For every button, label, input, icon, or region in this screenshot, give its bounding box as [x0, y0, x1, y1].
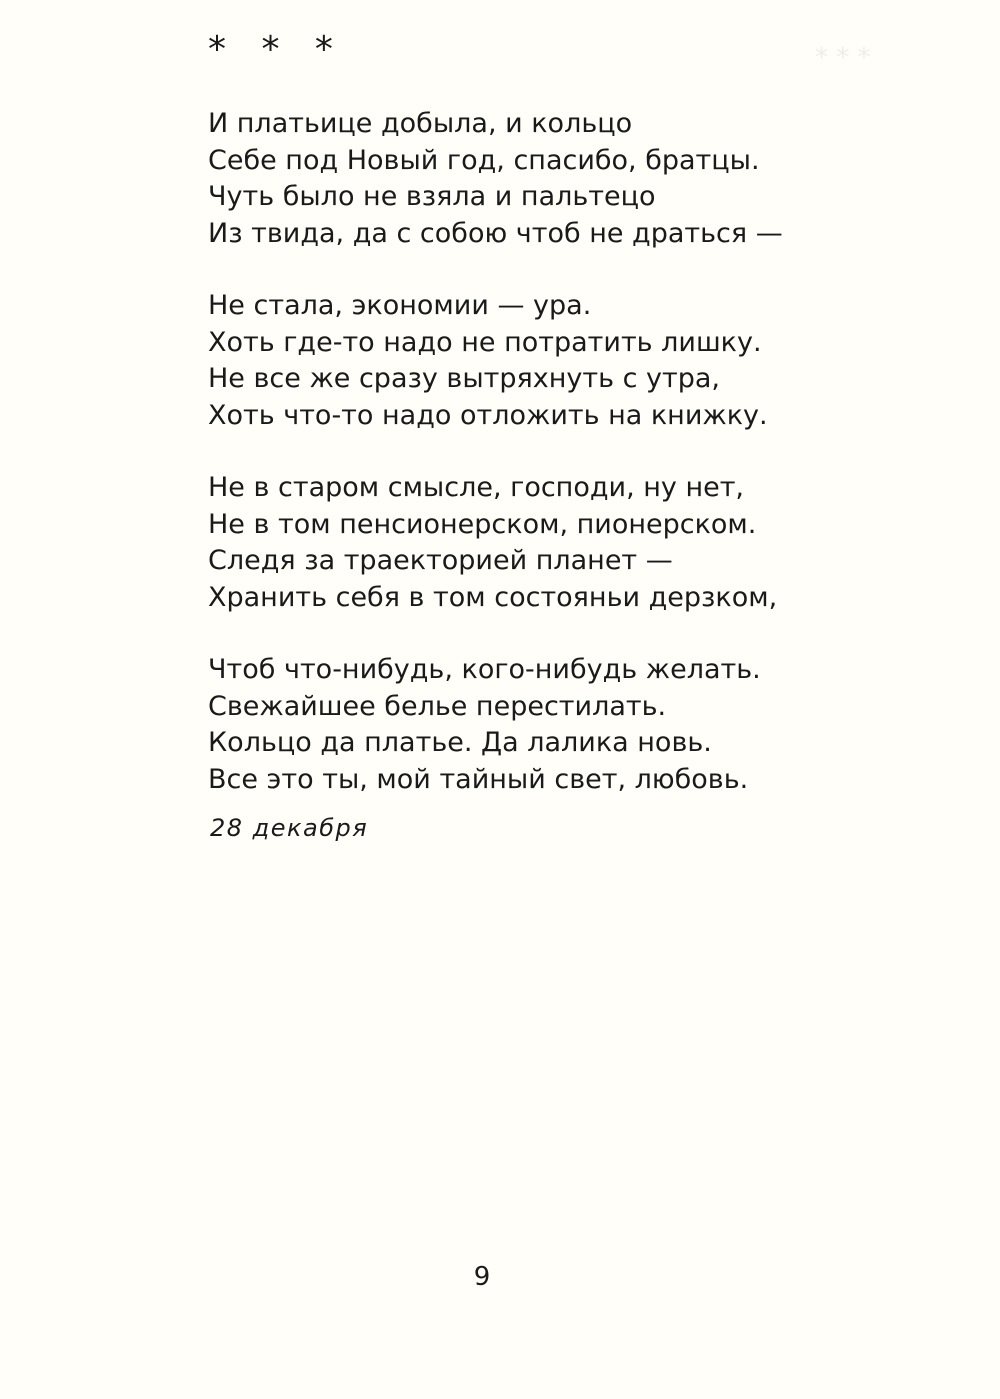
poem-line: Не в старом смысле, господи, ну нет, [208, 472, 745, 503]
stanza-3 [208, 470, 798, 616]
poem-line: И платьице добыла, и кольцо [208, 108, 633, 139]
poem-line: Хранить себя в том состояньи дерзком, [208, 581, 778, 613]
poem-line: Хоть что-то надо отложить на книжку. [208, 399, 768, 431]
poem-line: Себе под Новый год, спасибо, братцы. [208, 144, 760, 176]
bleed-through-text: * * * [815, 43, 871, 73]
poem [208, 106, 798, 834]
poem-line: Не в том пенсионерском, пионерском. [208, 508, 757, 540]
poem-line: Не все же сразу вытряхнуть с утра, [208, 363, 720, 394]
stanza-4 [208, 652, 798, 798]
poem-line: Из твида, да с собою чтоб не драться — [208, 217, 783, 249]
poem-date: 28 декабря [210, 814, 369, 842]
poem-line: Не стала, экономии — ура. [208, 290, 592, 321]
stanza-1 [208, 106, 798, 252]
poem-line: Свежайшее белье перестилать. [208, 690, 667, 722]
poem-line: Следя за траекторией планет — [208, 545, 673, 576]
poem-line: Все это ты, мой тайный свет, любовь. [208, 763, 749, 795]
poem-line: Чтоб что-нибудь, кого-нибудь желать. [208, 654, 761, 685]
page-number: 9 [473, 1262, 491, 1292]
stanza-2 [208, 288, 798, 434]
section-ornament: * * * [208, 29, 345, 70]
poem-line: Чуть было не взяла и пальтецо [208, 181, 656, 212]
poem-line: Хоть где-то надо не потратить лишку. [208, 326, 762, 358]
poem-line: Кольцо да платье. Да лалика новь. [208, 727, 712, 758]
